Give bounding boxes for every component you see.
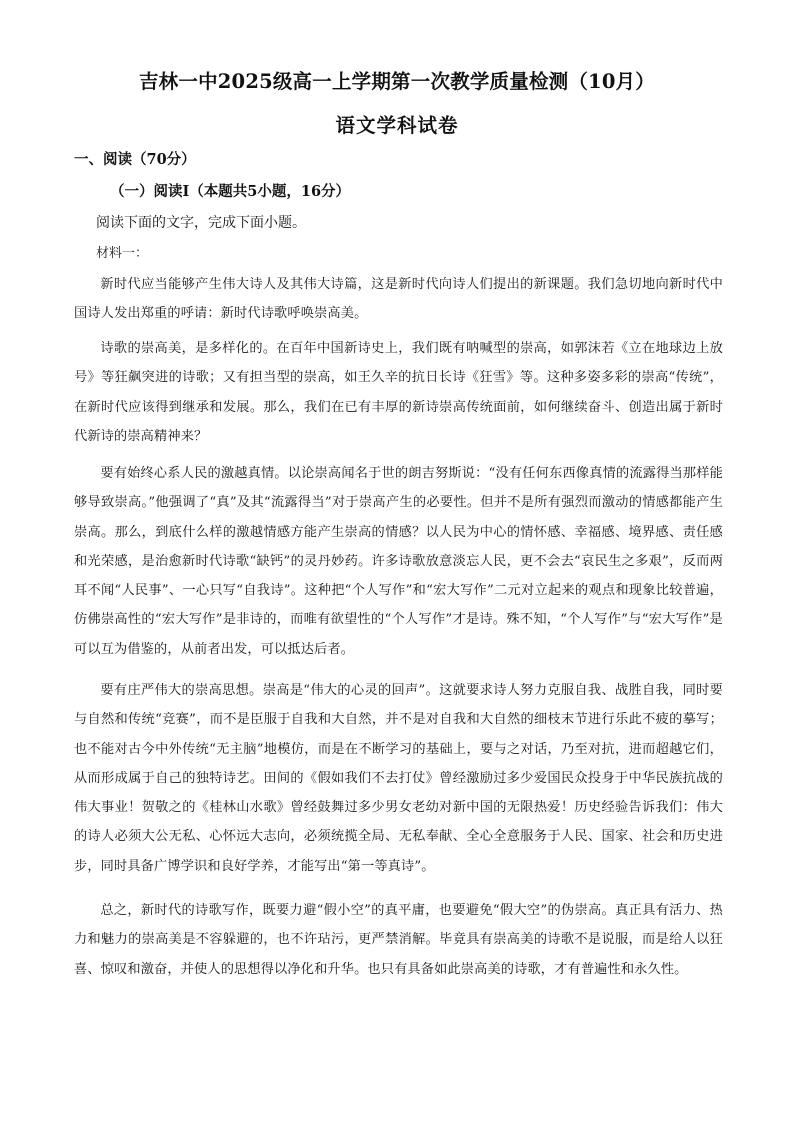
paragraph-3: 要有始终心系人民的激越真情。以论崇高闻名于世的朗吉努斯说：“没有任何东西像真情的流露得当那样能够导致崇高。”他强调了“真”及其“流露得当”对于崇高产生的必要性。但并不是所有强烈而激动的情感都能产生崇高。那么，到底什么样的激越情感方能产生崇高的情感？以人民为中心的情怀感、幸福感、境界感、责任感和光荣感，是治愈新时代诗歌“缺钙”的灵丹妙药。许多诗歌放意淡忘人民，更不会去“哀民生之多艰”，反而两耳不闻“人民事”、一心只写“自我诗”。这种把“个人写作”和“宏大写作”二元对立起来的观点和现象比较普遍，仿佛崇高性的“宏大写作”是非诗的，而唯有欲望性的“个人写作”才是诗。殊不知，“个人写作”与“宏大写作”是可以互为借鉴的，从前者出发，可以抵达后者。 xyxy=(74,466,723,657)
paragraph-1: 新时代应当能够产生伟大诗人及其伟大诗篇，这是新时代向诗人们提出的新课题。我们急切地向新时代中国诗人发出郑重的呼请：新时代诗歌呼唤崇高美。 xyxy=(74,277,723,322)
section-subheading: （一）阅读Ⅰ（本题共5小题，16分） xyxy=(110,183,351,200)
exam-title: 吉林一中2025级高一上学期第一次教学质量检测（10月） xyxy=(138,70,655,93)
paragraph-4: 要有庄严伟大的崇高思想。崇高是“伟大的心灵的回声”。这就要求诗人努力克服自我、战胜自我，同时要与自然和传统“竞赛”，而不是臣服于自我和大自然，并不是对自我和大自然的细枝末节进行乐此不疲的摹写；也不能对古今中外传统“无主脑”地模仿，而是在不断学习的基础上，要与之对话，乃至对抗，进而超越它们，从而形成属于自己的独特诗艺。田间的《假如我们不去打仗》曾经激励过多少爱国民众投身于中华民族抗战的伟大事业！贺敬之的《桂林山水歌》曾经鼓舞过多少男女老幼对新中国的无限热爱！历史经验告诉我们：伟大的诗人必须大公无私、心怀远大志向，必须统揽全局、无私奉献、全心全意服务于人民、国家、社会和历史进步，同时具备广博学识和良好学养，才能写出“第一等真诗”。 xyxy=(74,683,723,874)
paragraph-2: 诗歌的崇高美，是多样化的。在百年中国新诗史上，我们既有呐喊型的崇高，如郭沫若《立在地球边上放号》等狂飙突进的诗歌；又有担当型的崇高，如王久辛的抗日长诗《狂雪》等。这种多姿多彩的崇高“传统”，在新时代应该得到继承和发展。那么，我们在已有丰厚的新诗崇高传统面前，如何继续奋斗、创造出属于新时代新诗的崇高精神来？ xyxy=(74,341,723,444)
paragraph-5: 总之，新时代的诗歌写作，既要力避“假小空”的真平庸，也要避免“假大空”的伪崇高。真正具有活力、热力和魅力的崇高美是不容躲避的，也不许玷污，更严禁消解。毕竟具有崇高美的诗歌不是说服，而是给人以狂喜、惊叹和激奋，并使人的思想得以净化和升华。也只有具备如此崇高美的诗歌，才有普遍性和永久性。 xyxy=(74,903,723,977)
instruction-text: 阅读下面的文字，完成下面小题。 xyxy=(96,215,306,231)
section-heading: 一、阅读（70分） xyxy=(74,151,196,168)
material-label: 材料一： xyxy=(96,246,149,261)
exam-subtitle: 语文学科试卷 xyxy=(335,114,459,137)
